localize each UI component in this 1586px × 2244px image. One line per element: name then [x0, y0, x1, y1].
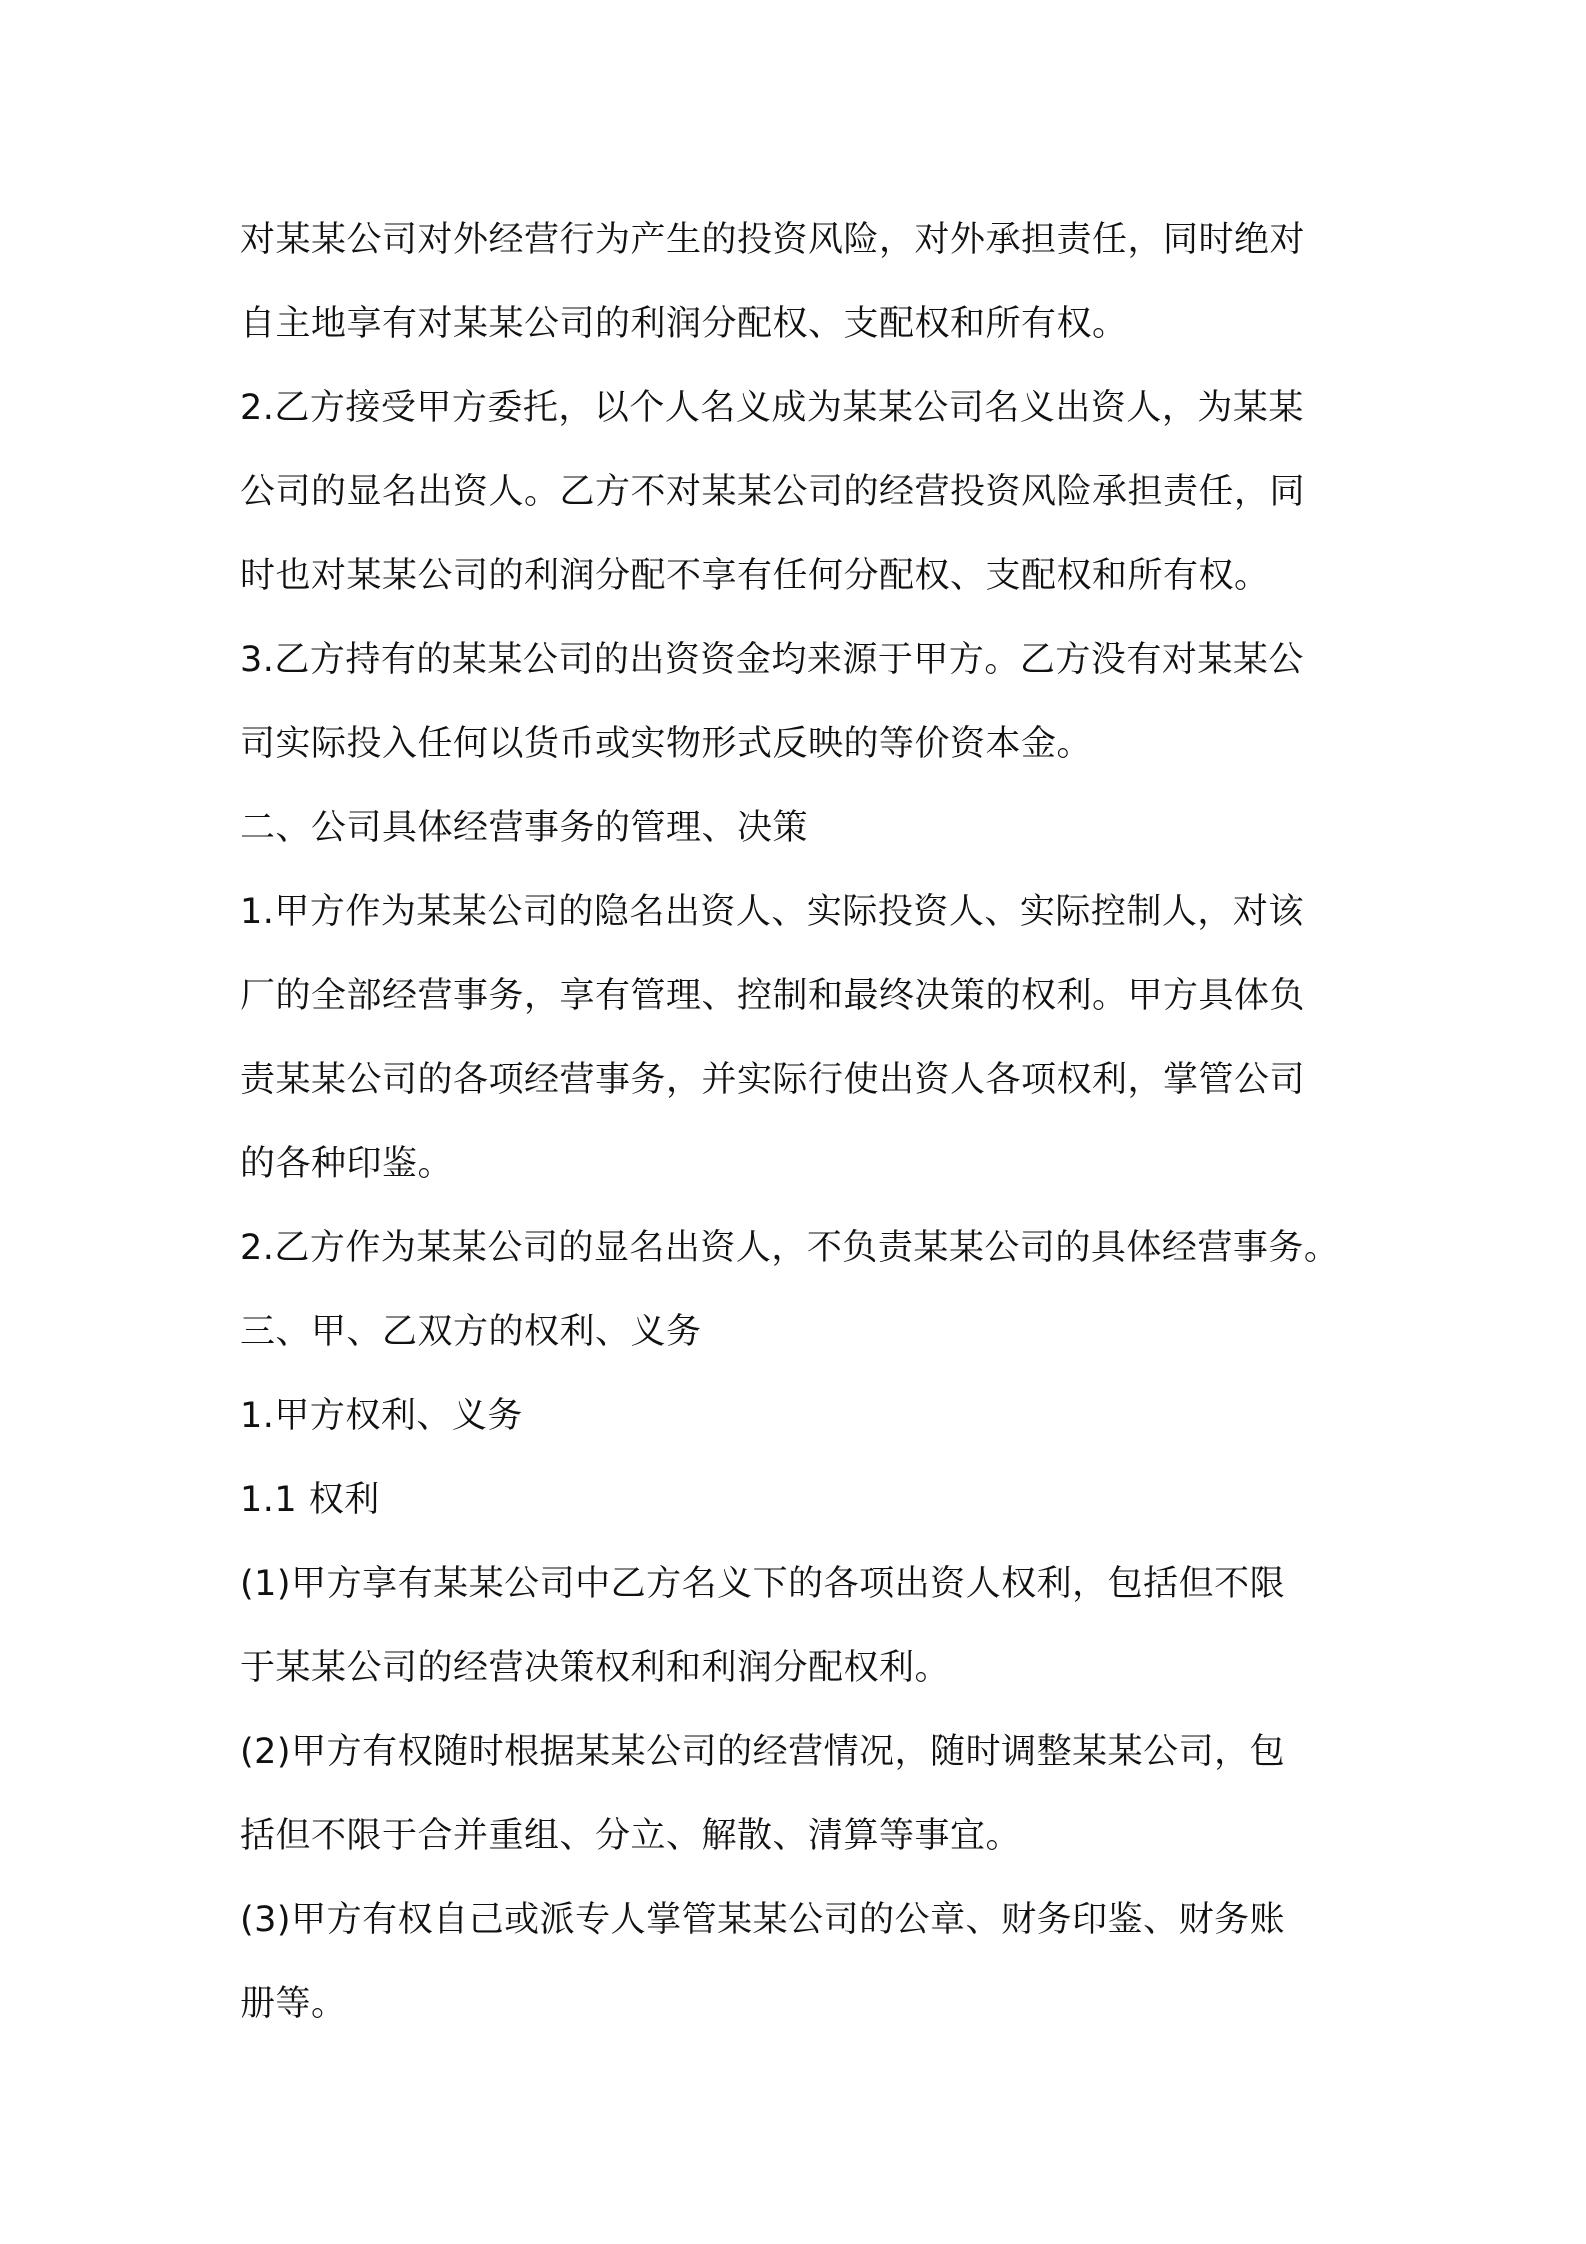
text-line: 3.乙方持有的某某公司的出资资金均来源于甲方。乙方没有对某某公 — [240, 640, 1304, 680]
text-line: 对某某公司对外经营行为产生的投资风险，对外承担责任，同时绝对 — [240, 220, 1306, 260]
text-line: 责某某公司的各项经营事务，并实际行使出资人各项权利，掌管公司 — [240, 1060, 1306, 1100]
section-heading: 三、甲、乙双方的权利、义务 — [240, 1312, 702, 1352]
text-line: 1.甲方作为某某公司的隐名出资人、实际投资人、实际控制人，对该 — [240, 892, 1304, 932]
text-line: 厂的全部经营事务，享有管理、控制和最终决策的权利。甲方具体负 — [240, 976, 1306, 1016]
document-body — [240, 198, 1370, 2046]
text-line: 册等。 — [240, 1984, 347, 2024]
subsection-heading: 1.1 权利 — [240, 1480, 380, 1520]
text-line: 公司的显名出资人。乙方不对某某公司的经营投资风险承担责任，同 — [240, 472, 1306, 512]
text-line: 司实际投入任何以货币或实物形式反映的等价资本金。 — [240, 724, 1093, 764]
text-line: 括但不限于合并重组、分立、解散、清算等事宜。 — [240, 1816, 1022, 1856]
text-line: (2)甲方有权随时根据某某公司的经营情况，随时调整某某公司，包 — [240, 1732, 1286, 1772]
text-line: 时也对某某公司的利润分配不享有任何分配权、支配权和所有权。 — [240, 556, 1270, 596]
text-line: 自主地享有对某某公司的利润分配权、支配权和所有权。 — [240, 304, 1128, 344]
text-line: (1)甲方享有某某公司中乙方名义下的各项出资人权利，包括但不限 — [240, 1564, 1286, 1604]
text-line: (3)甲方有权自己或派专人掌管某某公司的公章、财务印鉴、财务账 — [240, 1900, 1286, 1940]
text-line: 2.乙方接受甲方委托，以个人名义成为某某公司名义出资人，为某某 — [240, 388, 1304, 428]
subsection-heading: 1.甲方权利、义务 — [240, 1396, 523, 1436]
section-heading: 二、公司具体经营事务的管理、决策 — [240, 808, 809, 848]
text-line: 于某某公司的经营决策权利和利润分配权利。 — [240, 1648, 951, 1688]
text-line: 的各种印鉴。 — [240, 1144, 454, 1184]
text-line: 2.乙方作为某某公司的显名出资人，不负责某某公司的具体经营事务。 — [240, 1228, 1340, 1268]
